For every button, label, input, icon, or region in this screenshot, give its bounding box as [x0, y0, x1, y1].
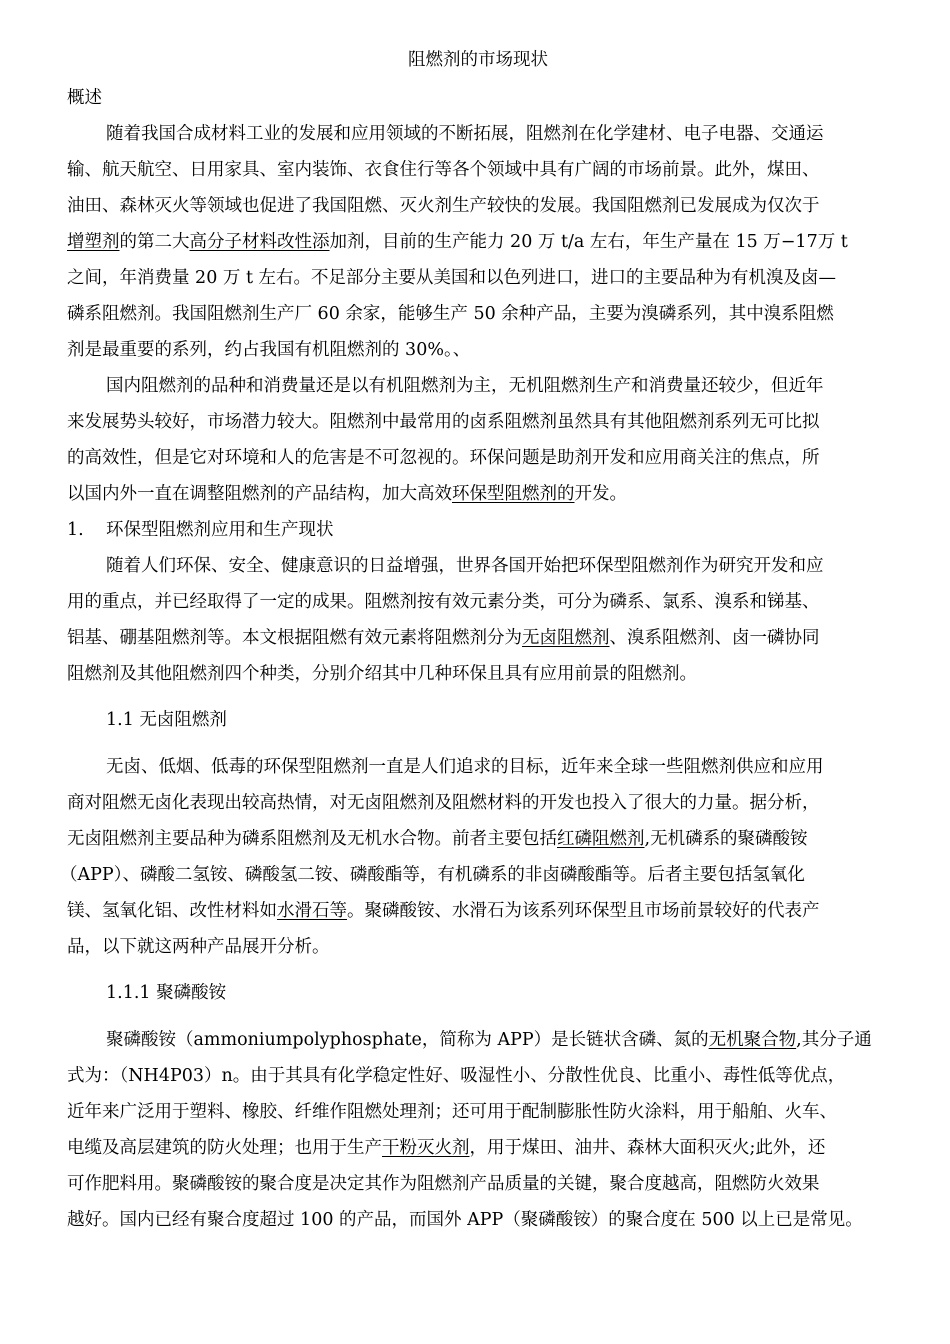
paragraph-line: 越好。国内已经有聚合度超过 100 的产品，而国外 APP（聚磷酸铵）的聚合度在 500 以上已是常见。 — [67, 1210, 863, 1230]
text-run: 以国内外一直在调整阻燃剂的产品结构，加大高效 — [67, 484, 452, 504]
document-title: 阻燃剂的市场现状 — [408, 50, 548, 70]
link-inorganic-polymer[interactable]: 无机聚合物 — [708, 1030, 797, 1050]
paragraph-line: 之间，年消费量 20 万 t 左右。不足部分主要从美国和以色列进口，进口的主要品种为有机溴及卤— — [67, 268, 837, 288]
paragraph-line: 随着人们环保、安全、健康意识的日益增强，世界各国开始把环保型阻燃剂作为研究开发和应 — [106, 556, 824, 576]
paragraph-line: 近年来广泛用于塑料、橡胶、纤维作阻燃处理剂；还可用于配制膨胀性防火涂料，用于船舶、火车、 — [67, 1102, 837, 1122]
paragraph-line — [67, 899, 820, 923]
paragraph-line — [67, 230, 848, 254]
paragraph-line — [67, 827, 808, 851]
paragraph-line: 油田、森林灭火等领域也促进了我国阻燃、灭火剂生产较快的发展。我国阻燃剂已发展成为仅次于 — [67, 196, 820, 216]
paragraph-line: 式为：（NH4P03）n。由于其具有化学稳定性好、吸湿性小、分散性优良、比重小、毒性低等优点， — [67, 1066, 846, 1086]
paragraph-line: 磷系阻燃剂。我国阻燃剂生产厂 60 余家，能够生产 50 余种产品，主要为溴磷系列，其中溴系阻燃 — [67, 304, 834, 324]
link-red-phosphorus[interactable]: 红磷阻燃剂 — [557, 829, 645, 849]
paragraph-line: 随着我国合成材料工业的发展和应用领域的不断拓展，阻燃剂在化学建材、电子电器、交通运 — [106, 124, 824, 144]
text-run: ，用于煤田、油井、森林大面积灭火;此外，还 — [469, 1138, 826, 1158]
paragraph-line: 无卤、低烟、低毒的环保型阻燃剂一直是人们追求的目标，近年来全球一些阻燃剂供应和应用 — [106, 757, 824, 777]
paragraph-line — [106, 1028, 872, 1052]
paragraph-line: 用的重点，并已经取得了一定的成果。阻燃剂按有效元素分类，可分为磷系、氯系、溴系和锑基、 — [67, 592, 820, 612]
link-hydrotalcite[interactable]: 水滑石等 — [277, 901, 347, 921]
text-run: 铝基、硼基阻燃剂等。本文根据阻燃有效元素将阻燃剂分为 — [67, 628, 522, 648]
paragraph-line: 国内阻燃剂的品种和消费量还是以有机阻燃剂为主，无机阻燃剂生产和消费量还较少，但近年 — [106, 376, 824, 396]
paragraph-line: 的高效性，但是它对环境和人的危害是不可忽视的。环保问题是助剂开发和应用商关注的焦点，所 — [67, 448, 820, 468]
text-run: ,其分子通 — [796, 1030, 872, 1050]
section-heading-1: 1. 环保型阻燃剂应用和生产现状 — [67, 520, 334, 540]
paragraph-line: 品，以下就这两种产品展开分析。 — [67, 937, 330, 957]
link-eco-flame-retardant[interactable]: 环保型阻燃剂的 — [452, 484, 575, 504]
link-halogen-free-retardant[interactable]: 无卤阻燃剂 — [522, 628, 610, 648]
text-run: 、溴系阻燃剂、卤一磷协同 — [609, 628, 820, 648]
paragraph-line — [67, 482, 627, 506]
text-run: 开发。 — [574, 484, 627, 504]
text-run: 聚磷酸铵（ammoniumpolyphosphate，简称为 APP）是长链状含磷、氮的 — [106, 1030, 709, 1050]
paragraph-line — [67, 1136, 825, 1160]
paragraph-line: 商对阻燃无卤化表现出较高热情，对无卤阻燃剂及阻燃材料的开发也投入了很大的力量。据分析， — [67, 793, 820, 813]
paragraph-line — [67, 626, 820, 650]
text-run: 镁、氢氧化铝、改性材料如 — [67, 901, 277, 921]
paragraph-line: （APP）、磷酸二氢铵、磷酸氢二铵、磷酸酯等，有机磷系的非卤磷酸酯等。后者主要包括氢氧化 — [60, 865, 805, 885]
link-plasticizer[interactable]: 增塑剂 — [67, 232, 120, 252]
link-polymer-modifier[interactable]: 高分子材料改性添 — [189, 232, 330, 252]
paragraph-line: 剂是最重要的系列，约占我国有机阻燃剂的 30%。、 — [67, 340, 471, 360]
text-run: ,无机磷系的聚磷酸铵 — [644, 829, 808, 849]
text-run: 的第二大 — [119, 232, 190, 252]
paragraph-line: 输、航天航空、日用家具、室内装饰、衣食住行等各个领域中具有广阔的市场前景。此外，煤田、 — [67, 160, 820, 180]
text-run: 电缆及高层建筑的防火处理；也用于生产 — [67, 1138, 382, 1158]
section-heading-1-1: 1.1 无卤阻燃剂 — [106, 710, 227, 730]
link-dry-powder-extinguisher[interactable]: 干粉灭火剂 — [382, 1138, 470, 1158]
paragraph-line: 可作肥料用。聚磷酸铵的聚合度是决定其作为阻燃剂产品质量的关键，聚合度越高，阻燃防火效果 — [67, 1174, 820, 1194]
text-run: 加剂，目前的生产能力 20 万 t/a 左右，年生产量在 15 万−17万 t — [329, 232, 848, 252]
text-run: 。聚磷酸铵、水滑石为该系列环保型且市场前景较好的代表产 — [347, 901, 820, 921]
paragraph-line: 阻燃剂及其他阻燃剂四个种类，分别介绍其中几种环保且具有应用前景的阻燃剂。 — [67, 664, 697, 684]
text-run: 无卤阻燃剂主要品种为磷系阻燃剂及无机水合物。前者主要包括 — [67, 829, 557, 849]
section-heading-1-1-1: 1.1.1 聚磷酸铵 — [106, 983, 227, 1003]
paragraph-line: 来发展势头较好，市场潜力较大。阻燃剂中最常用的卤系阻燃剂虽然具有其他阻燃剂系列无可比拟 — [67, 412, 820, 432]
heading-overview: 概述 — [67, 88, 102, 108]
